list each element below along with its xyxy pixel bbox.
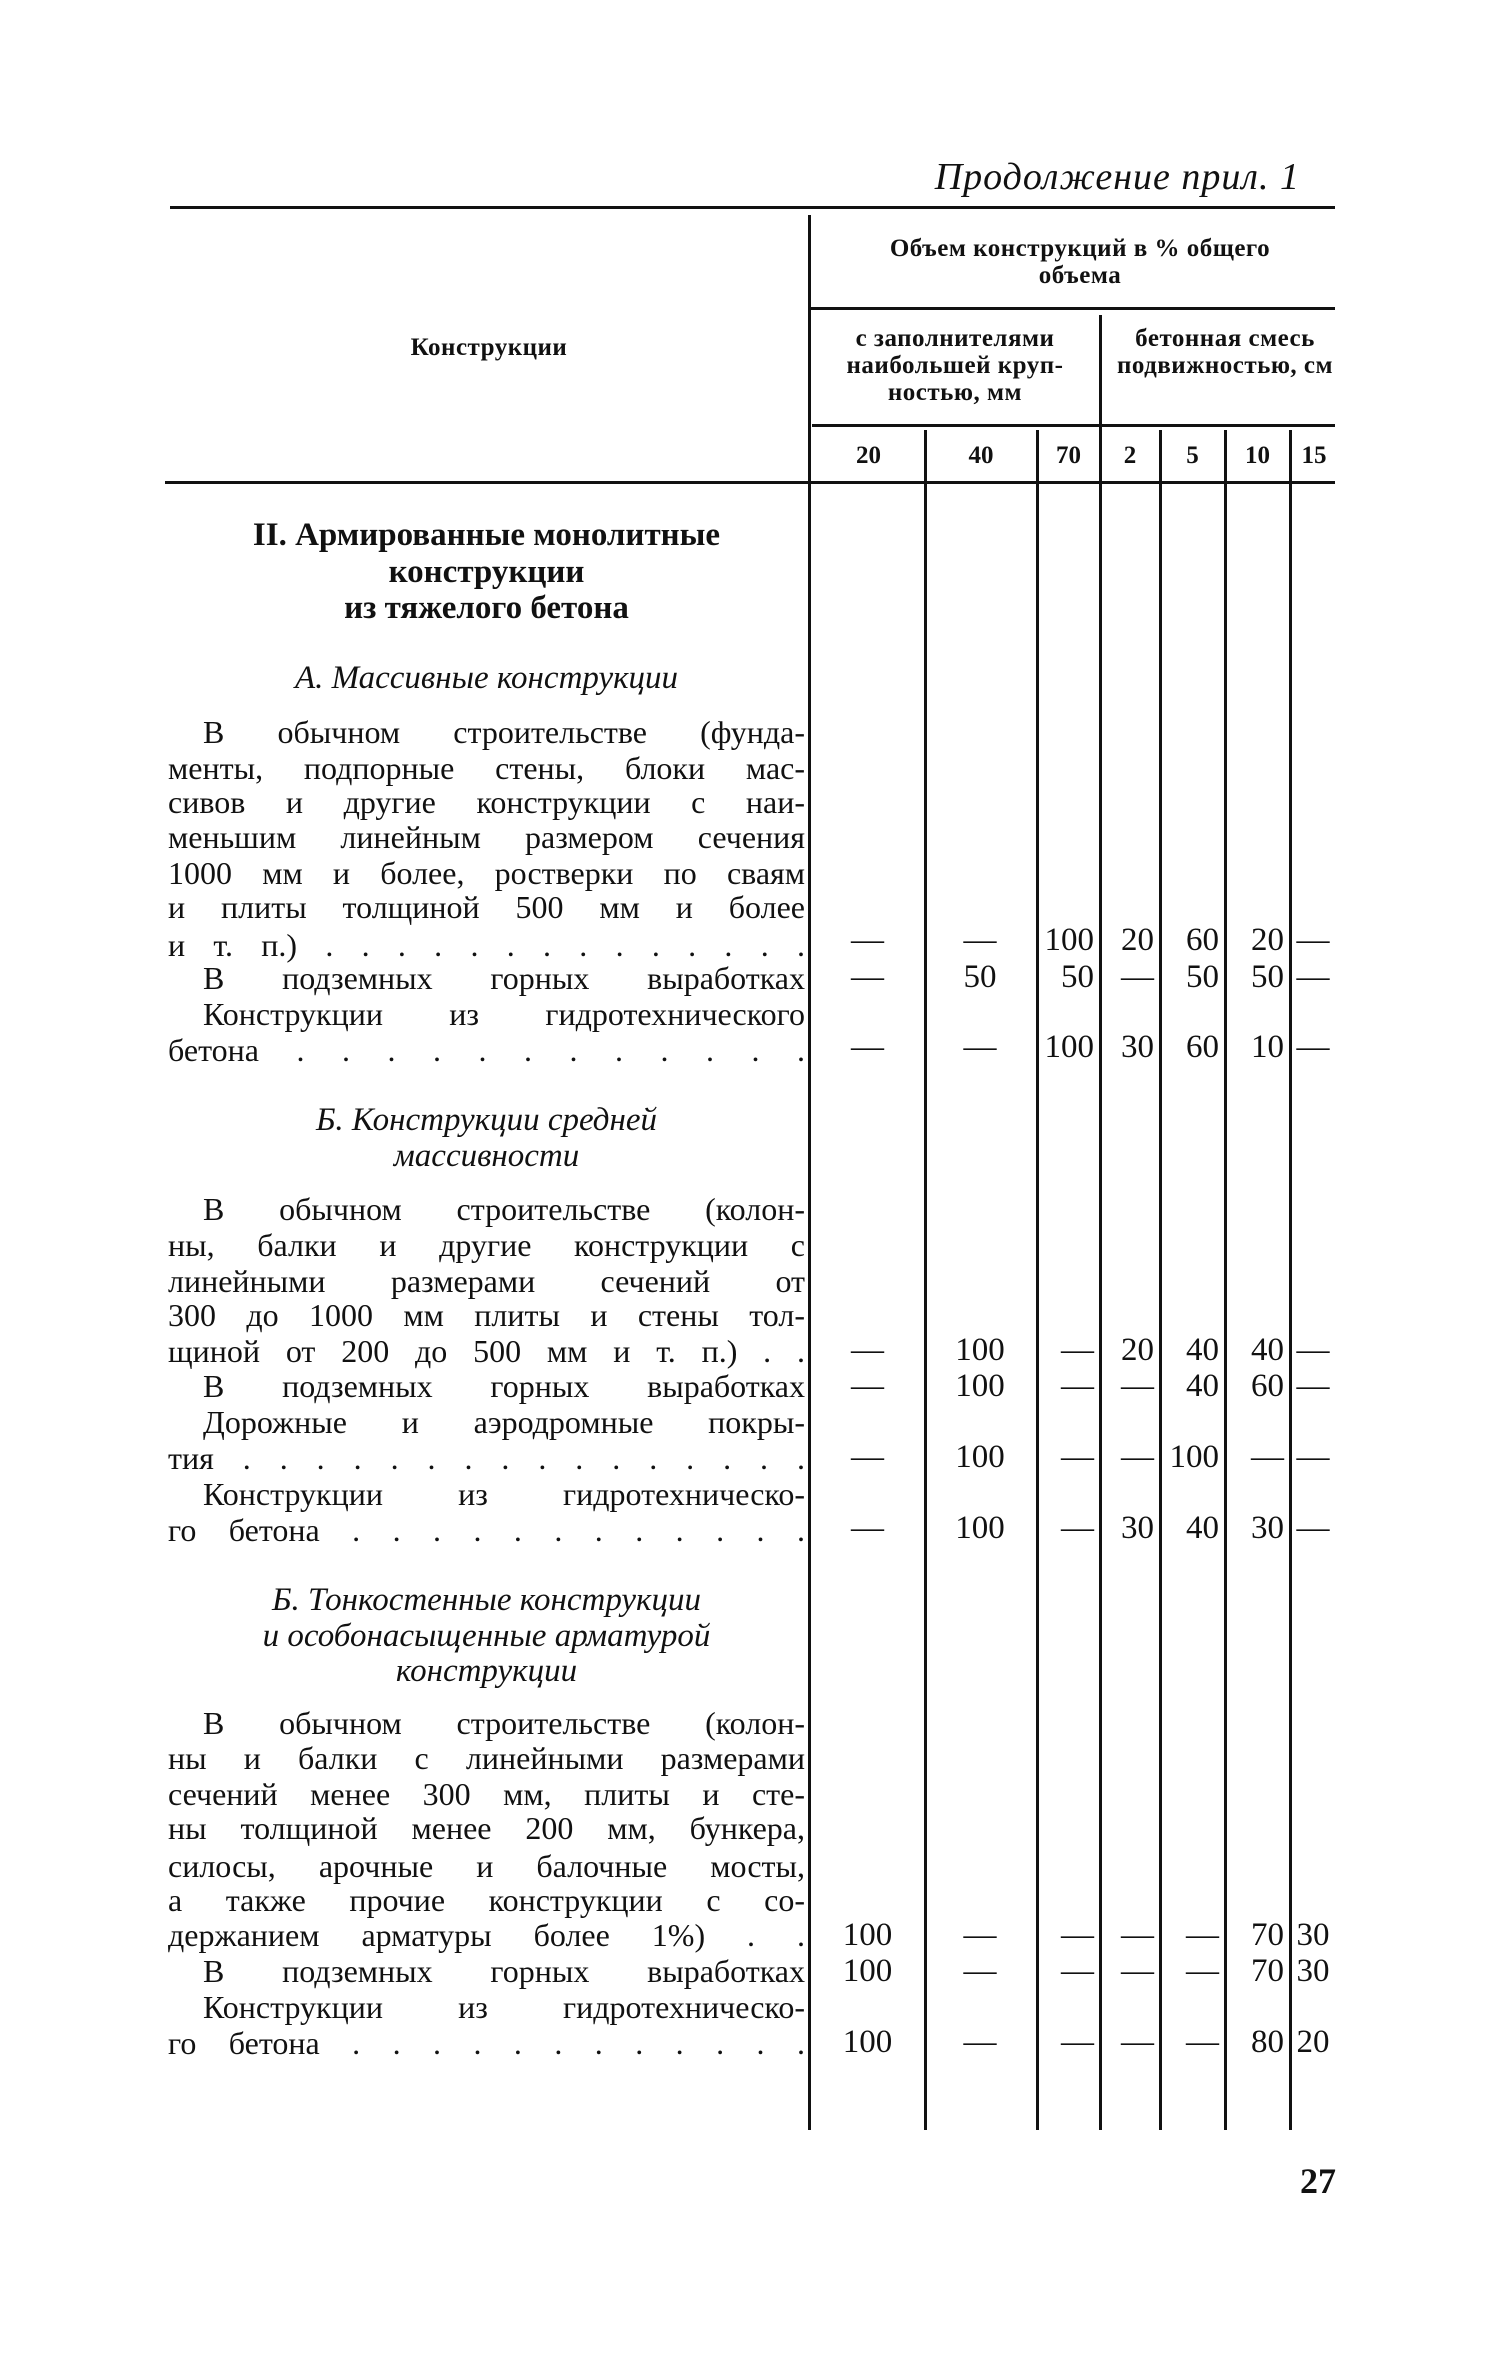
column-divider [1159, 430, 1162, 2130]
table-cell: — [1061, 2024, 1094, 2060]
table-cell: — [1061, 1368, 1094, 1404]
table-cell: — [1186, 1917, 1219, 1953]
table-cell: — [1121, 2024, 1154, 2060]
text-line: и т. п.) . . . . . . . . . . . . . . [168, 927, 805, 963]
table-cell: 50 [1061, 959, 1094, 995]
table-cell: 40 [1186, 1332, 1219, 1368]
table-cell: — [963, 2024, 997, 2060]
table-cell: — [1296, 1439, 1330, 1475]
table-cell: — [851, 1368, 884, 1404]
table-cell: — [963, 1917, 997, 1953]
table-cell: — [1296, 1029, 1330, 1065]
subsection-heading: массивности [393, 1138, 580, 1174]
table-cell: 20 [1121, 1332, 1154, 1368]
table-cell: — [851, 1332, 884, 1368]
table-cell: — [1186, 1953, 1219, 1989]
text-line: ны и балки с линейными размерами [168, 1740, 805, 1776]
table-cell: — [1251, 1439, 1284, 1475]
table-cell: 60 [1251, 1368, 1284, 1404]
header-mobility-group: бетонная смесь подвижностью, см [1116, 325, 1334, 379]
table-cell: 30 [1296, 1917, 1330, 1953]
subsection-heading: А. Массивные конструкции [294, 660, 679, 696]
table-cell: — [1121, 1439, 1154, 1475]
page-number: 27 [1300, 2161, 1336, 2201]
table-cell: — [1186, 2024, 1219, 2060]
table-cell: 20 [1296, 2024, 1330, 2060]
table-cell: 30 [1296, 1953, 1330, 1989]
text-line: меньшим линейным размером сечения [168, 819, 805, 855]
table-cell: — [1121, 1953, 1154, 1989]
header-rule-2 [812, 424, 1335, 427]
table-cell: 60 [1186, 922, 1219, 958]
table-cell: 100 [1169, 1439, 1219, 1475]
table-cell: 50 [1186, 959, 1219, 995]
text-line: Дорожные и аэродромные покры- [203, 1404, 805, 1440]
table-cell: — [851, 1439, 884, 1475]
section-heading: конструкции [388, 554, 585, 590]
table-cell: 30 [1251, 1510, 1284, 1546]
table-cell: 20 [1251, 922, 1284, 958]
table-cell: 100 [842, 1917, 893, 1953]
subsection-heading: и особонасыщенные арматурой [262, 1618, 711, 1654]
text-line: В обычном строительстве (фунда- [203, 714, 805, 750]
column-header-15: 15 [1301, 442, 1327, 469]
table-cell: — [1296, 1368, 1330, 1404]
text-line: В обычном строительстве (колон- [203, 1705, 805, 1741]
text-line: 300 до 1000 мм плиты и стены тол- [168, 1297, 805, 1333]
header-constructions: Конструкции [410, 334, 568, 361]
table-cell: 50 [963, 959, 997, 995]
text-line: Конструкции из гидротехнического [203, 996, 805, 1032]
column-divider-groups [1099, 315, 1102, 2130]
table-cell: — [1121, 1368, 1154, 1404]
table-cell: 50 [1251, 959, 1284, 995]
table-cell: 70 [1251, 1953, 1284, 1989]
table-cell: — [963, 1953, 997, 1989]
table-cell: 20 [1121, 922, 1154, 958]
text-line: сивов и другие конструкции с наи- [168, 784, 805, 820]
text-line: сечений менее 300 мм, плиты и сте- [168, 1776, 805, 1812]
table-cell: — [1296, 1510, 1330, 1546]
table-cell: — [1061, 1917, 1094, 1953]
table-cell: — [851, 959, 884, 995]
table-cell: 100 [955, 1368, 1005, 1404]
text-line: Конструкции из гидротехническо- [203, 1989, 805, 2025]
header-volume-group: Объем конструкций в % общего объема [889, 235, 1271, 289]
table-cell: 100 [955, 1332, 1005, 1368]
text-line: бетона . . . . . . . . . . . . [168, 1032, 805, 1068]
text-line: го бетона . . . . . . . . . . . . [168, 1512, 805, 1548]
text-line: менты, подпорные стены, блоки мас- [168, 750, 805, 786]
text-line: щиной от 200 до 500 мм и т. п.) . . [168, 1333, 805, 1369]
column-header-40: 40 [968, 442, 994, 469]
table-cell: 100 [842, 1953, 893, 1989]
column-divider [1224, 430, 1227, 2130]
header-rule-1 [810, 307, 1335, 310]
column-divider-main [808, 215, 811, 2130]
text-line: тия . . . . . . . . . . . . . . . . [168, 1440, 805, 1476]
text-line: го бетона . . . . . . . . . . . . [168, 2025, 805, 2061]
section-heading: из тяжелого бетона [344, 590, 629, 626]
table-cell: 60 [1186, 1029, 1219, 1065]
table-cell: 40 [1186, 1510, 1219, 1546]
header-aggregate-group: с заполнителями наибольшей круп-ностью, мм [846, 325, 1064, 406]
table-cell: — [1121, 959, 1154, 995]
subsection-heading: Б. Конструкции средней [315, 1102, 658, 1138]
table-cell: 100 [842, 2024, 893, 2060]
column-header-20: 20 [856, 442, 881, 469]
column-header-2: 2 [1123, 442, 1137, 469]
table-cell: 100 [955, 1510, 1005, 1546]
table-cell: — [851, 922, 884, 958]
subsection-heading: конструкции [395, 1653, 578, 1689]
table-cell: 100 [1044, 1029, 1094, 1065]
table-cell: 100 [955, 1439, 1005, 1475]
table-cell: 40 [1186, 1368, 1219, 1404]
top-rule [170, 206, 1335, 209]
text-line: В подземных горных выработках [203, 960, 805, 996]
table-cell: 80 [1251, 2024, 1284, 2060]
table-cell: — [1061, 1332, 1094, 1368]
subsection-heading: Б. Тонкостенные конструкции [272, 1582, 701, 1618]
text-line: ны, балки и другие конструкции с [168, 1227, 805, 1263]
table-cell: 10 [1251, 1029, 1284, 1065]
table-cell: — [963, 1029, 997, 1065]
text-line: и плиты толщиной 500 мм и более [168, 889, 805, 925]
column-divider [1289, 430, 1292, 2130]
text-line: Конструкции из гидротехническо- [203, 1476, 805, 1512]
column-divider [1036, 430, 1039, 2130]
text-line: В обычном строительстве (колон- [203, 1191, 805, 1227]
text-line: силосы, арочные и балочные мосты, [168, 1848, 805, 1884]
table-cell: 30 [1121, 1510, 1154, 1546]
text-line: а также прочие конструкции с со- [168, 1882, 805, 1918]
table-cell: 40 [1251, 1332, 1284, 1368]
table-cell: — [851, 1029, 884, 1065]
column-divider [924, 430, 927, 2130]
column-header-10: 10 [1245, 442, 1270, 469]
text-line: 1000 мм и более, ростверки по сваям [168, 855, 805, 891]
table-cell: — [1296, 922, 1330, 958]
column-header-5: 5 [1186, 442, 1199, 469]
table-cell: 30 [1121, 1029, 1154, 1065]
text-line: линейными размерами сечений от [168, 1263, 805, 1299]
table-cell: — [963, 922, 997, 958]
table-cell: 70 [1251, 1917, 1284, 1953]
running-head: Продолжение прил. 1 [934, 156, 1300, 198]
section-heading: II. Армированные монолитные [252, 517, 721, 553]
table-cell: — [1061, 1953, 1094, 1989]
table-cell: — [1296, 959, 1330, 995]
table-cell: — [1061, 1439, 1094, 1475]
text-line: ны толщиной менее 200 мм, бункера, [168, 1810, 805, 1846]
table-cell: — [851, 1510, 884, 1546]
table-cell: — [1121, 1917, 1154, 1953]
text-line: В подземных горных выработках [203, 1953, 805, 1989]
table-cell: 100 [1044, 922, 1094, 958]
text-line: держанием арматуры более 1%) . . [168, 1917, 805, 1953]
table-cell: — [1296, 1332, 1330, 1368]
table-cell: — [1061, 1510, 1094, 1546]
column-header-70: 70 [1056, 442, 1081, 469]
text-line: В подземных горных выработках [203, 1368, 805, 1404]
